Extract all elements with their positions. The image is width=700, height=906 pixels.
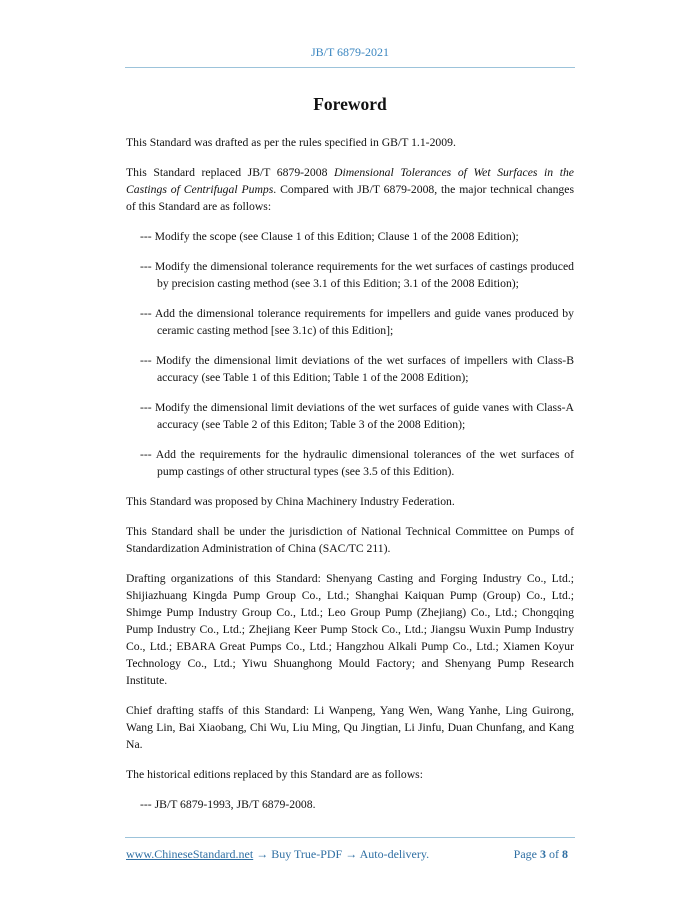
change-item: --- Add the requirements for the hydraulic dimensional tolerances of the wet surfaces of pump castings of other structural types (see 3.5 of this Edition). (140, 448, 574, 478)
paragraph-drafting-rules: This Standard was drafted as per the rules specified in GB/T 1.1-2009. (126, 136, 456, 149)
document-code: JB/T 6879-2021 (310, 45, 390, 59)
replaced-standard-title: Dimensional Tolerances of Wet Surfaces in the Castings of Centrifugal Pumps (126, 166, 574, 196)
paragraph-jurisdiction: This Standard shall be under the jurisdiction of National Technical Committee on Pumps of Standardization Administration of China (SAC/TC 211). (126, 525, 574, 555)
paragraph-replacement (126, 164, 574, 215)
promo-text: → Buy True-PDF → Auto-delivery. (253, 847, 430, 861)
paragraph-drafting-staff: Chief drafting staffs of this Standard: Li Wanpeng, Yang Wen, Wang Yanhe, Ling Guirong, Wang Lin, Bai Xiaobang, Chi Wu, Liu Ming, Qu Jingtian, Li Jinfu, Duan Chunfang, and Kang Na. (126, 704, 574, 751)
change-item: --- Modify the dimensional limit deviations of the wet surfaces of guide vanes with Class-A accuracy (see Table 2 of this Editon; Table 3 of the 2008 Edition); (140, 401, 574, 431)
replacement-text-pre: This Standard replaced JB/T 6879-2008 (126, 166, 335, 179)
website-link[interactable]: www.ChineseStandard.net (126, 847, 254, 861)
page-total: 8 (562, 847, 568, 861)
footer-divider (125, 837, 575, 838)
paragraph-drafting-organizations: Drafting organizations of this Standard: Shenyang Casting and Forging Industry Co., Ltd.; Shijiazhuang Kingda Pump Group Co., Ltd.; Shanghai Kaiquan Pump (Group) Co., Ltd.; Shimge Pump Industry Group Co., Ltd.; Leo Group Pump (Zhejiang) Co., Ltd.; Chongqing Pump Industry Co., Ltd.; Zhejiang Keer Pump Stock Co., Ltd.; Jiangsu Wuxin Pump Industry Co., Ltd.; EBARA Great Pumps Co., Ltd.; Hangzhou Alkali Pump Co., Ltd.; Xiamen Koyur Technology Co., Ltd.; Yiwu Shuanghong Mould Factory; and Shenyang Pump Research Institute. (126, 572, 574, 687)
page-label: Page (513, 847, 540, 861)
replacement-text-post: . Compared with JB/T 6879-2008, the major technical changes of this Standard are as follows: (126, 183, 574, 213)
change-item: --- Modify the dimensional tolerance requirements for the wet surfaces of castings produced by precision casting method (see 3.1 of this Edition; 3.1 of the 2008 Edition); (140, 260, 574, 290)
change-item: --- Modify the dimensional limit deviations of the wet surfaces of impellers with Class-B accuracy (see Table 1 of this Edition; Table 1 of the 2008 Edition); (140, 354, 574, 384)
page-of-label: of (546, 847, 562, 861)
page-number: 3 (540, 847, 546, 861)
header-divider (125, 67, 575, 68)
historical-editions-item: --- JB/T 6879-1993, JB/T 6879-2008. (140, 798, 316, 811)
page-indicator (514, 847, 568, 862)
paragraph-proposed-by: This Standard was proposed by China Machinery Industry Federation. (126, 495, 455, 508)
page-title: Foreword (313, 94, 387, 114)
document-body (126, 134, 574, 813)
change-item: --- Add the dimensional tolerance requirements for impellers and guide vanes produced by ceramic casting method [see 3.1c) of this Edition]; (140, 307, 574, 337)
footer (126, 847, 574, 862)
paragraph-historical-editions: The historical editions replaced by this Standard are as follows: (126, 768, 423, 781)
change-item: --- Modify the scope (see Clause 1 of this Edition; Clause 1 of the 2008 Edition); (140, 230, 519, 243)
